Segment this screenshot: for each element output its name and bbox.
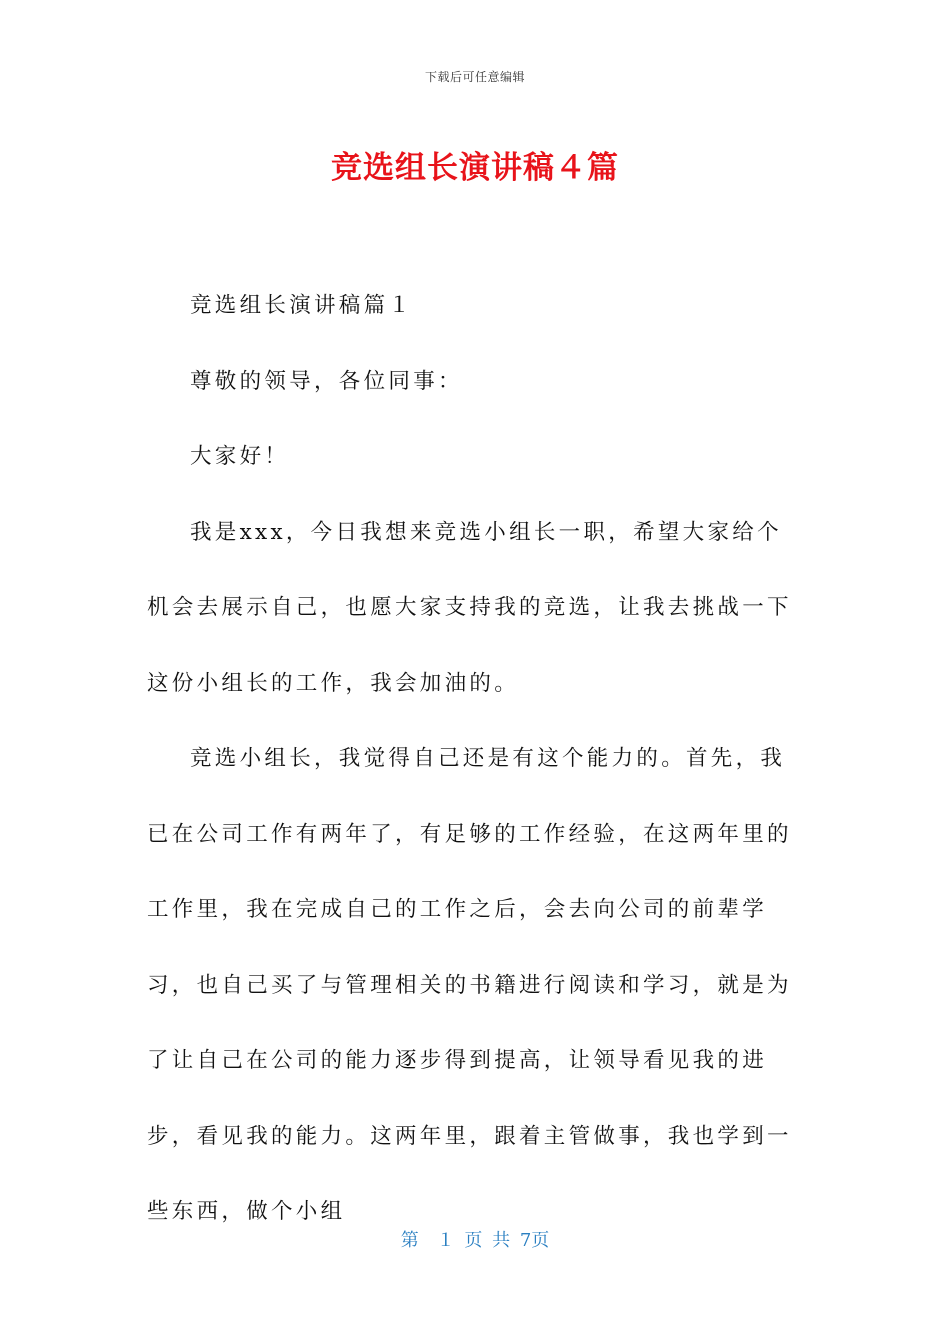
salutation: 尊敬的领导，各位同事： [190,368,463,394]
body-paragraph: 我是xxx，今日我想来竞选小组长一职，希望大家给个机会去展示自己，也愿大家支持我的竞选，让我去挑战一下这份小组长的工作，我会加油的。 [147,519,792,696]
page-number: 第 １ 页 共 7页 [400,1230,550,1251]
document-body [147,268,795,1250]
section-heading: 竞选组长演讲稿篇１ [190,293,414,318]
header-note: 下载后可任意编辑 [424,70,525,84]
body-paragraph: 竞选小组长，我觉得自己还是有这个能力的。首先，我已在公司工作有两年了，有足够的工作经验，在这两年里的工作里，我在完成自己的工作之后，会去向公司的前辈学习，也自己买了与管理相关的书籍进行阅读和学习，就是为了让自己在公司的能力逐步得到提高，让领导看见我的进步，看见我的能力。这两年里，跟着主管做事，我也学到一些东西，做个小组 [147,746,792,1224]
document-title: 竞选组长演讲稿４篇 [331,150,619,186]
greeting: 大家好！ [190,444,290,469]
